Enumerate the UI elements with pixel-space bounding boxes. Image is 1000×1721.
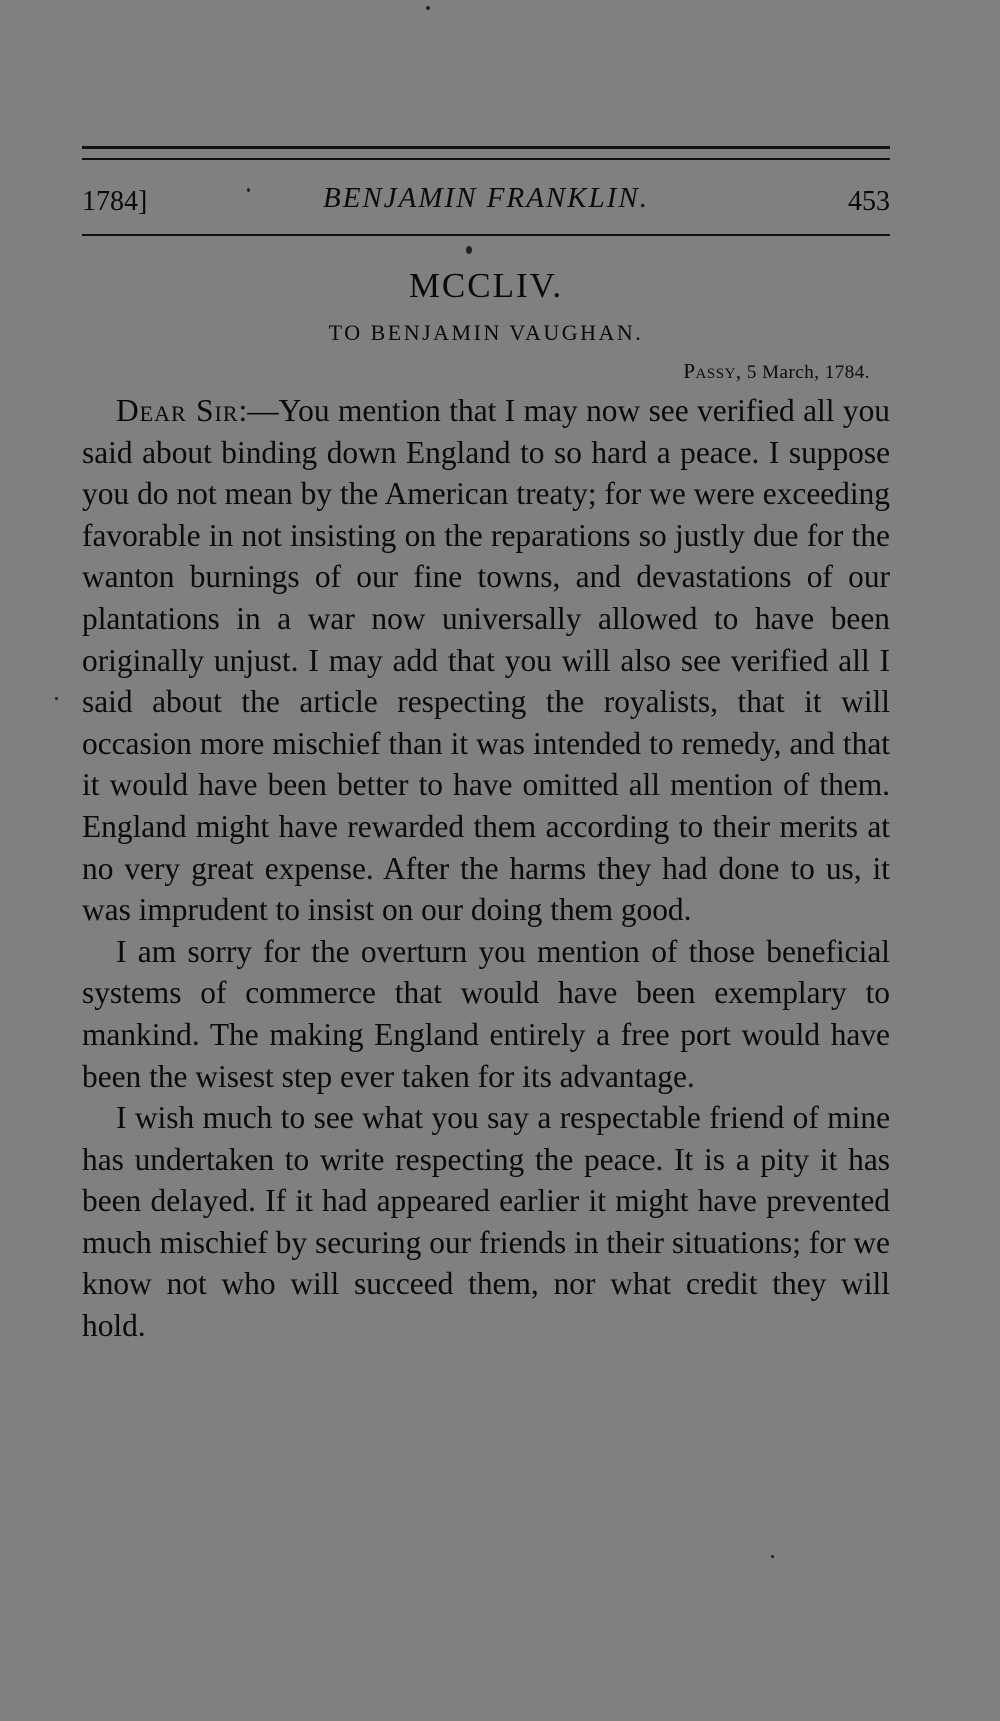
running-head [82,180,890,220]
paragraph-1-text: :—You mention that I may now see verified all you said about binding down England to so hard a peace. I suppose you do not mean by the American treaty; for we were exceeding favorable in not insisting on the reparations so justly due for the wanton burnings of our fine towns, and devastations of our plantations in a war now universally allowed to have been originally unjust. I may add that you will also see verified all I said about the article respecting the royalists, that it will occasion more mischief than it was intended to remedy, and that it would have been better to have omitted all mention of them. England might have rewarded them according to their merits at no very great expense. After the harms they had done to us, it was imprudent to insist on our doing them good. [82,393,890,928]
print-speck [771,1555,774,1558]
header-rule-top [82,146,890,149]
header-rule-bottom [82,234,890,236]
running-head-year: 1784] [82,186,148,217]
dateline-date: 5 March, 1784. [746,362,870,383]
letter-addressee: TO BENJAMIN VAUGHAN. [328,320,644,345]
paragraph-2: I am sorry for the overturn you mention of those beneficial systems of commerce that would have been exemplary to mankind. The making England entirely a free port would have been the wisest step ever taken for its advantage. [82,933,890,1094]
print-speck [466,246,472,254]
print-speck [55,697,58,700]
salutation: Dear Sir [116,393,239,428]
letter-body [82,390,890,1347]
letter-number: MCCLIV. [408,266,564,305]
dateline-place: Passy, [683,359,742,383]
paragraph-3: I wish much to see what you say a respectable friend of mine has undertaken to write respecting the peace. It is a pity it has been delayed. If it had appeared earlier it might have prevented much mischief by securing our friends in their situations; for we know not who will succeed them, nor what credit they will hold. [82,1100,890,1344]
paragraph-1 [82,390,890,931]
header-rule-second [82,158,890,160]
book-page [82,0,890,1721]
print-speck [426,6,430,10]
print-speck [247,188,250,192]
letter-dateline [683,359,870,384]
page-number: 453 [848,186,890,217]
running-head-title: BENJAMIN FRANKLIN. [323,182,649,214]
